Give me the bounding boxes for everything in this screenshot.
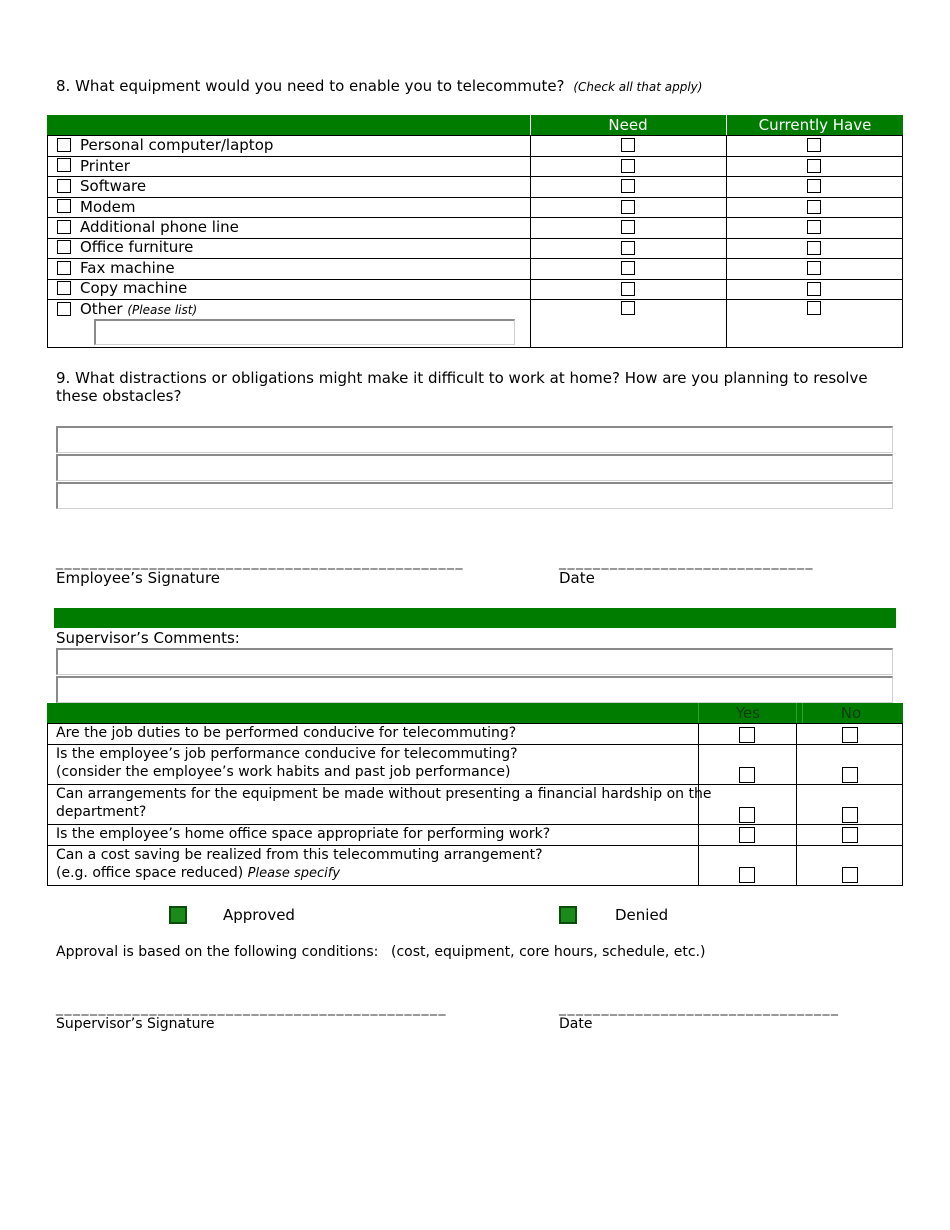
item-label: Modem — [80, 198, 136, 216]
have-checkbox[interactable] — [807, 179, 821, 193]
employee-signature-label: Employee’s Signature — [56, 569, 221, 587]
yes-checkbox[interactable] — [739, 767, 755, 783]
need-checkbox[interactable] — [621, 301, 635, 315]
item-checkbox[interactable] — [57, 281, 71, 295]
item-label: Fax machine — [80, 259, 175, 277]
supervisor-comments-input-1[interactable] — [56, 648, 893, 675]
need-checkbox[interactable] — [621, 241, 635, 255]
review-question-note: Please specify — [247, 866, 341, 881]
no-checkbox[interactable] — [842, 807, 858, 823]
yes-checkbox[interactable] — [739, 827, 755, 843]
header-yes: Yes — [735, 704, 761, 722]
item-checkbox[interactable] — [57, 138, 71, 152]
approval-conditions-note: (cost, equipment, core hours, schedule, etc.) — [391, 944, 706, 960]
review-question: Is the employee’s home office space appropriate for performing work? — [56, 826, 551, 842]
approved-label: Approved — [223, 906, 295, 924]
review-question: Is the employee’s job performance conducive for telecommuting? — [56, 746, 518, 762]
denied-checkbox[interactable] — [559, 906, 577, 924]
obstacles-input-3[interactable] — [56, 482, 893, 509]
supervisor-date-label: Date — [559, 1016, 593, 1032]
have-checkbox[interactable] — [807, 138, 821, 152]
item-checkbox[interactable] — [57, 199, 71, 213]
review-question-example: (e.g. office space reduced) — [56, 865, 244, 881]
need-checkbox[interactable] — [621, 200, 635, 214]
employee-date-line[interactable]: ______________________________ — [559, 554, 814, 570]
employee-signature-line[interactable]: ________________________________________________ — [56, 554, 464, 570]
have-checkbox[interactable] — [807, 220, 821, 234]
review-table — [47, 703, 903, 886]
item-checkbox[interactable] — [57, 261, 71, 275]
yes-checkbox[interactable] — [739, 807, 755, 823]
section-divider-bar — [54, 608, 896, 628]
other-input[interactable] — [94, 319, 515, 345]
approved-checkbox[interactable] — [169, 906, 187, 924]
item-label: Printer — [80, 157, 130, 175]
obstacles-input-2[interactable] — [56, 454, 893, 481]
need-checkbox[interactable] — [621, 261, 635, 275]
supervisor-comments-input-2[interactable] — [56, 676, 893, 703]
no-checkbox[interactable] — [842, 727, 858, 743]
other-note: (Please list) — [127, 303, 198, 317]
question-8-text: 8. What equipment would you need to enable you to telecommute? — [56, 77, 565, 95]
item-checkbox[interactable] — [57, 220, 71, 234]
yes-checkbox[interactable] — [739, 727, 755, 743]
review-question: Are the job duties to be performed conducive for telecommuting? — [56, 725, 517, 741]
have-checkbox[interactable] — [807, 200, 821, 214]
supervisor-signature-line[interactable]: ______________________________________________ — [56, 1000, 447, 1016]
denied-label: Denied — [615, 906, 669, 924]
item-label: Office furniture — [80, 238, 194, 256]
review-question: Can a cost saving be realized from this telecommuting arrangement? — [56, 847, 543, 863]
need-checkbox[interactable] — [621, 179, 635, 193]
approval-conditions-label: Approval is based on the following conditions: — [56, 944, 379, 960]
employee-date-label: Date — [559, 569, 595, 587]
item-checkbox[interactable] — [57, 158, 71, 172]
header-no: No — [840, 704, 862, 722]
item-label: Personal computer/laptop — [80, 136, 274, 154]
supervisor-signature-label: Supervisor’s Signature — [56, 1016, 215, 1032]
item-label — [80, 300, 197, 320]
other-label: Other — [80, 300, 123, 318]
question-8-note: (Check all that apply) — [573, 80, 703, 94]
header-currently-have: Currently Have — [758, 116, 872, 134]
question-8 — [56, 77, 702, 96]
equipment-table — [47, 115, 903, 348]
no-checkbox[interactable] — [842, 867, 858, 883]
item-checkbox[interactable] — [57, 240, 71, 254]
need-checkbox[interactable] — [621, 159, 635, 173]
item-label: Software — [80, 177, 147, 195]
question-9: 9. What distractions or obligations might make it difficult to work at home? How are you planning to resolve these obstacles? — [56, 369, 868, 405]
need-checkbox[interactable] — [621, 138, 635, 152]
need-checkbox[interactable] — [621, 220, 635, 234]
no-checkbox[interactable] — [842, 827, 858, 843]
yes-checkbox[interactable] — [739, 867, 755, 883]
header-need: Need — [608, 116, 648, 134]
item-label: Additional phone line — [80, 218, 239, 236]
supervisor-comments-label: Supervisor’s Comments: — [56, 629, 240, 647]
item-label: Copy machine — [80, 279, 188, 297]
have-checkbox[interactable] — [807, 282, 821, 296]
item-checkbox[interactable] — [57, 302, 71, 316]
obstacles-input-1[interactable] — [56, 426, 893, 453]
review-question-sub: (consider the employee’s work habits and past job performance) — [56, 764, 511, 780]
review-question: Can arrangements for the equipment be made without presenting a financial hardship on the — [56, 786, 712, 802]
have-checkbox[interactable] — [807, 301, 821, 315]
review-question-sub — [56, 865, 340, 882]
review-question-sub: department? — [56, 804, 147, 820]
no-checkbox[interactable] — [842, 767, 858, 783]
supervisor-date-line[interactable]: _________________________________ — [559, 1000, 840, 1016]
have-checkbox[interactable] — [807, 159, 821, 173]
have-checkbox[interactable] — [807, 261, 821, 275]
item-checkbox[interactable] — [57, 179, 71, 193]
have-checkbox[interactable] — [807, 241, 821, 255]
need-checkbox[interactable] — [621, 282, 635, 296]
